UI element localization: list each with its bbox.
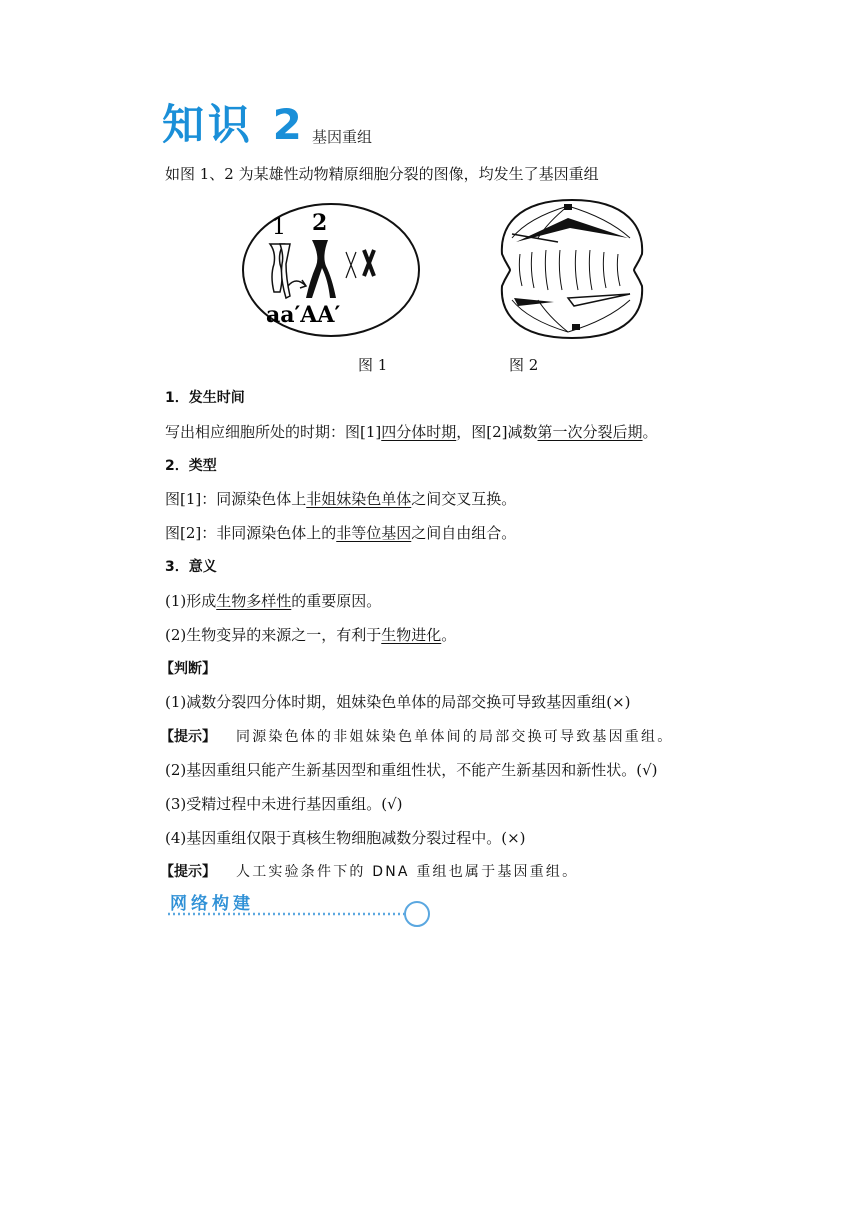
judge-title: 【判断】: [160, 661, 216, 677]
blank-answer: 第一次分裂后期: [537, 423, 643, 441]
figure-1-label-2: 2: [312, 210, 328, 236]
item-2-title: 2．类型: [165, 458, 217, 474]
judge-q3: (3)受精过程中未进行基因重组。(√): [165, 795, 403, 813]
judge-q1: (1)减数分裂四分体时期，姐妹染色单体的局部交换可导致基因重组(×): [165, 693, 631, 711]
blank-answer: 生物进化: [381, 626, 442, 644]
chromosome-1: [270, 244, 290, 298]
figure-1-caption: 图 1: [358, 356, 388, 374]
item-3-line-1: (1)形成生物多样性的重要原因。: [165, 592, 382, 610]
blank-answer: 非姐妹染色单体: [306, 490, 412, 508]
network-label: 网络构建: [170, 894, 254, 914]
section-title: 知识 2: [162, 100, 306, 149]
figure-1-cell-diagram: [240, 200, 422, 340]
intro-text: 如图 1、2 为某雄性动物精原细胞分裂的图像，均发生了基因重组: [165, 165, 599, 183]
chromosome-2: [306, 240, 336, 298]
network-banner: [166, 886, 436, 930]
item-3-line-2: (2)生物变异的来源之一，有利于生物进化。: [165, 626, 457, 644]
figure-1-alleles: aa′AA′: [266, 302, 341, 328]
judge-q4: (4)基因重组仅限于真核生物细胞减数分裂过程中。(×): [165, 829, 526, 847]
figure-1-label-1: 1: [272, 215, 286, 240]
figure-2-cell-diagram: [498, 198, 646, 340]
item-2-line-2: 图[2]：非同源染色体上的非等位基因之间自由组合。: [165, 524, 517, 542]
lower-chromosomes: [514, 294, 630, 330]
small-chromosomes: [346, 250, 374, 278]
blank-answer: 四分体时期: [381, 423, 457, 441]
judge-hint-1: 【提示】 同源染色体的非姐妹染色单体间的局部交换可导致基因重组。: [160, 729, 674, 745]
judge-q2: (2)基因重组只能产生新基因型和重组性状，不能产生新基因和新性状。(√): [165, 761, 658, 779]
item-1-text: 写出相应细胞所处的时期：图[1]四分体时期，图[2]减数第一次分裂后期。: [165, 423, 658, 441]
dotted-line-circle-icon: [166, 886, 436, 930]
figure-2-caption: 图 2: [509, 356, 539, 374]
item-1-title: 1．发生时间: [165, 390, 245, 406]
item-3-title: 3．意义: [165, 559, 217, 575]
blank-answer: 非等位基因: [336, 524, 412, 542]
section-subtitle: 基因重组: [312, 128, 373, 146]
item-2-line-1: 图[1]：同源染色体上非姐妹染色单体之间交叉互换。: [165, 490, 517, 508]
judge-hint-2: 【提示】 人工实验条件下的 DNA 重组也属于基因重组。: [160, 864, 579, 880]
blank-answer: 生物多样性: [216, 592, 292, 610]
